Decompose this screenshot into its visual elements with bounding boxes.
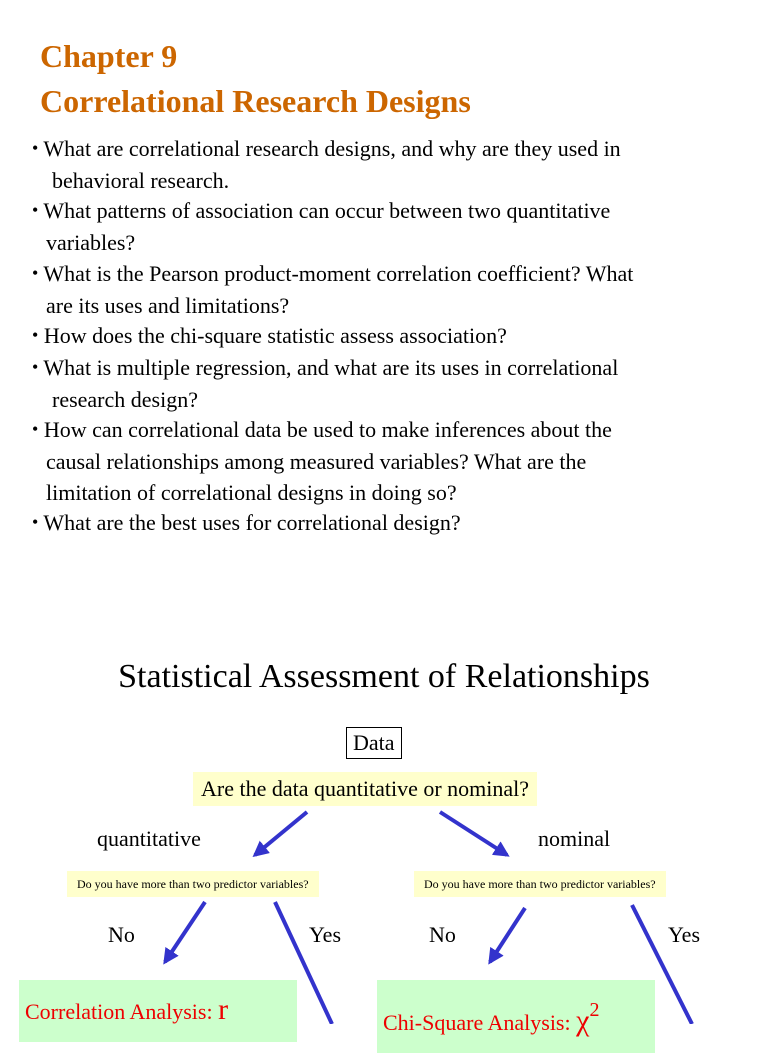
main-question-box: Are the data quantitative or nominal? [193,772,537,806]
question-item: • What are the best uses for correlational design? [32,510,461,536]
sub-question-box-left: Do you have more than two predictor variables? [67,871,319,897]
result-label-chi-square: Chi-Square Analysis: [383,1010,577,1035]
no-label-right: No [429,922,456,947]
arrow-left-no [165,902,205,962]
sub-question-box-right: Do you have more than two predictor variables? [414,871,666,897]
chapter-number: Chapter 9 [40,38,178,74]
question-item-continued: variables? [46,230,136,256]
chi-superscript: 2 [589,999,600,1021]
question-item: • How does the chi-square statistic assess association? [32,323,507,349]
question-item-continued: behavioral research. [52,167,230,193]
question-item-continued: are its uses and limitations? [46,292,290,318]
line-left-yes [275,902,332,1024]
question-item: • What is multiple regression, and what are its uses in correlational [32,354,619,380]
no-label-left: No [108,922,135,947]
chapter-title: Correlational Research Designs [40,83,471,119]
question-item: • How can correlational data be used to make inferences about the [32,417,612,443]
question-item-continued: research design? [52,386,198,412]
line-right-yes [632,905,692,1024]
yes-label-left: Yes [309,922,342,947]
question-item-continued: limitation of correlational designs in doing so? [46,479,457,505]
arrow-right-no [490,908,525,962]
arrow-to-quantitative [255,812,307,855]
branch-label-quantitative: quantitative [97,826,201,851]
question-item: • What patterns of association can occur between two quantitative [32,198,611,224]
question-item: • What is the Pearson product-moment correlation coefficient? What [32,260,634,286]
r-symbol: r [218,993,229,1026]
question-item-continued: causal relationships among measured variables? What are the [46,449,587,475]
branch-label-nominal: nominal [538,826,611,851]
result-label-correlation: Correlation Analysis: [25,999,219,1024]
chi-symbol: χ [576,1004,590,1037]
arrow-to-nominal [440,812,507,855]
flowchart-title: Statistical Assessment of Relationships [118,658,650,695]
question-item: • What are correlational research designs, and why are they used in [32,136,621,161]
data-box: Data [346,727,402,759]
yes-label-right: Yes [668,922,701,947]
